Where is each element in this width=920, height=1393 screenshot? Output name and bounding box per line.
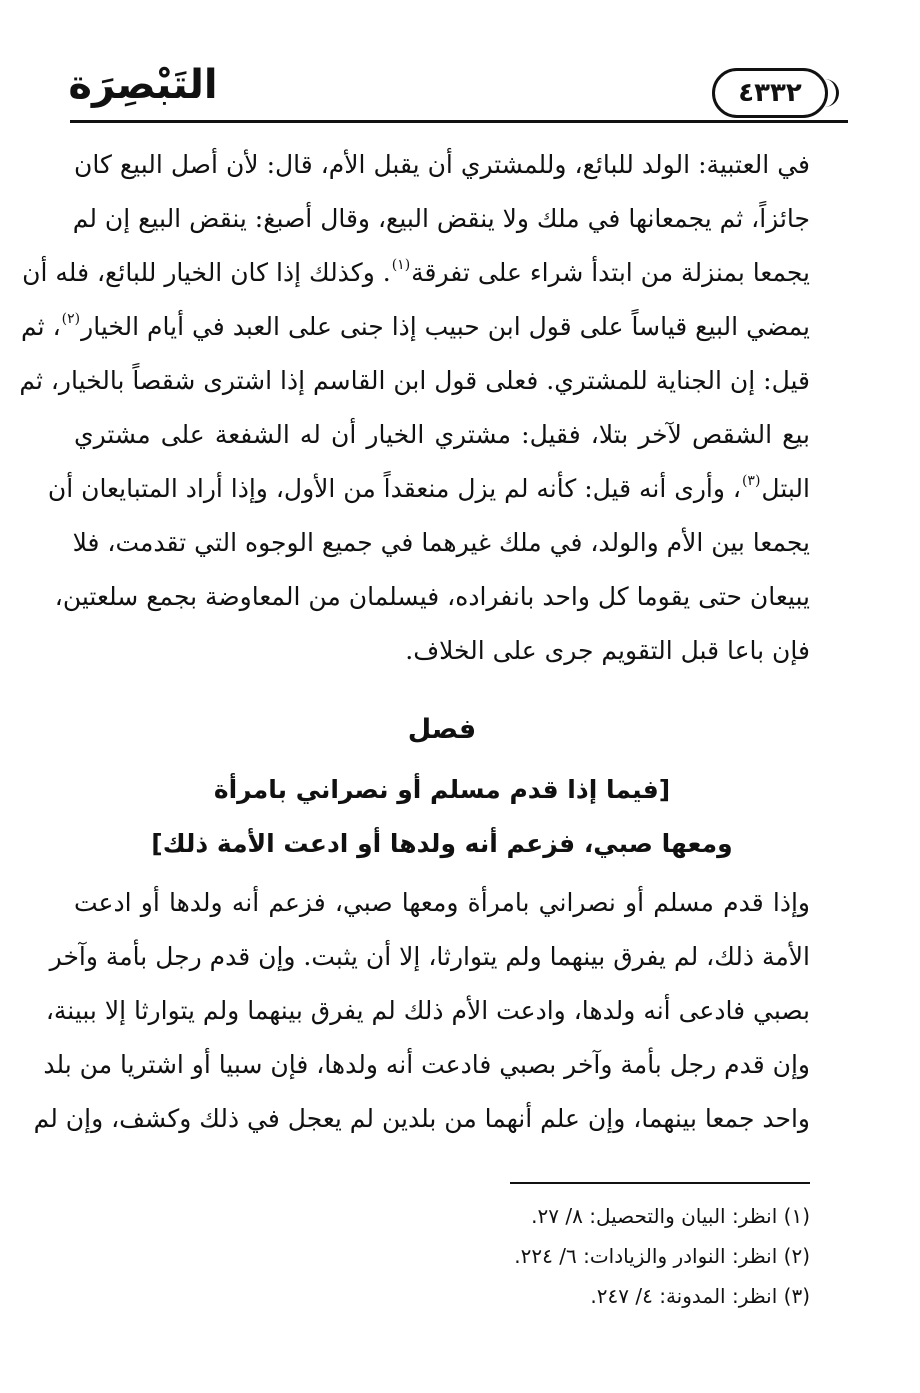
page-number: ٤٣٣٢ <box>738 78 802 108</box>
footnotes <box>300 1196 810 1316</box>
section-heading-line-2: ومعها صبي، فزعم أنه ولدها أو ادعت الأمة ذلك] <box>151 829 733 858</box>
text-line: بصبي فادعى أنه ولدها، وادعت الأم ذلك لم يفرق بينهما ولم يتوارثا إلا ببينة، <box>45 996 810 1025</box>
text-run: ، وأرى أنه قيل: كأنه لم يزل منعقداً من الأول، وإذا أراد المتبايعان أن <box>47 474 741 503</box>
text-line: وإذا قدم مسلم أو نصراني بامرأة ومعها صبي، فزعم أنه ولدها أو ادعت <box>74 888 810 917</box>
page-header <box>60 48 850 128</box>
text-run: البتل <box>761 474 810 503</box>
text-line: الأمة ذلك، لم يفرق بينهما ولم يتوارثا، إلا أن يثبت. وإن قدم رجل بأمة وآخر <box>49 942 810 971</box>
section-heading-line-1: [فيما إذا قدم مسلم أو نصراني بامرأة <box>213 775 671 804</box>
header-rule <box>70 120 848 123</box>
text-run: ، ثم <box>21 312 61 341</box>
running-title: التَبْصِرَة <box>68 62 218 108</box>
page-number-frame <box>712 68 828 118</box>
footnote-separator <box>510 1182 810 1184</box>
text-line: فإن باعا قبل التقويم جرى على الخلاف. <box>405 636 810 665</box>
text-line <box>21 300 810 354</box>
text-line: في العتبية: الولد للبائع، وللمشتري أن يقبل الأم، قال: لأن أصل البيع كان <box>74 150 810 179</box>
text-line: قيل: إن الجناية للمشتري. فعلى قول ابن القاسم إذا اشترى شقصاً بالخيار، ثم <box>19 366 810 395</box>
section-label: فصل <box>407 714 477 745</box>
paragraph-2 <box>33 876 810 1146</box>
text-line: جائزاً، ثم يجمعانها في ملك ولا ينقض البيع، وقال أصبغ: ينقض البيع إن لم <box>72 204 810 233</box>
text-run: يجمعا بمنزلة من ابتدأ شراء على تفرقة <box>411 258 810 287</box>
text-line: واحد جمعا بينهما، وإن علم أنهما من بلدين لم يعجل في ذلك وكشف، وإن لم <box>33 1104 810 1133</box>
footnote-mark-3[interactable]: (٣) <box>741 473 761 489</box>
text-line <box>47 462 810 516</box>
paragraph-1 <box>19 138 810 678</box>
footnote-3: (٣) انظر: المدونة: ٤/ ٢٤٧. <box>590 1284 810 1308</box>
footnote-mark-1[interactable]: (١) <box>391 257 411 273</box>
text-run: يمضي البيع قياساً على قول ابن حبيب إذا جنى على العبد في أيام الخيار <box>81 312 810 341</box>
text-line: يبيعان حتى يقوما كل واحد بانفراده، فيسلمان من المعاوضة بجمع سلعتين، <box>54 582 810 611</box>
text-run: . وكذلك إذا كان الخيار للبائع، فله أن <box>22 258 391 287</box>
footnote-mark-2[interactable]: (٢) <box>61 311 81 327</box>
footnote-1: (١) انظر: البيان والتحصيل: ٨/ ٢٧. <box>531 1204 810 1228</box>
text-line: وإن قدم رجل بأمة وآخر بصبي فادعت أنه ولدها، فإن سبيا أو اشتريا من بلد <box>43 1050 810 1079</box>
text-line: بيع الشقص لآخر بتلا، فقيل: مشتري الخيار أن له الشفعة على مشتري <box>74 420 810 449</box>
text-line: يجمعا بين الأم والولد، في ملك غيرهما في جميع الوجوه التي تقدمت، فلا <box>72 528 810 557</box>
text-line <box>22 246 810 300</box>
footnote-2: (٢) انظر: النوادر والزيادات: ٦/ ٢٢٤. <box>514 1244 810 1268</box>
